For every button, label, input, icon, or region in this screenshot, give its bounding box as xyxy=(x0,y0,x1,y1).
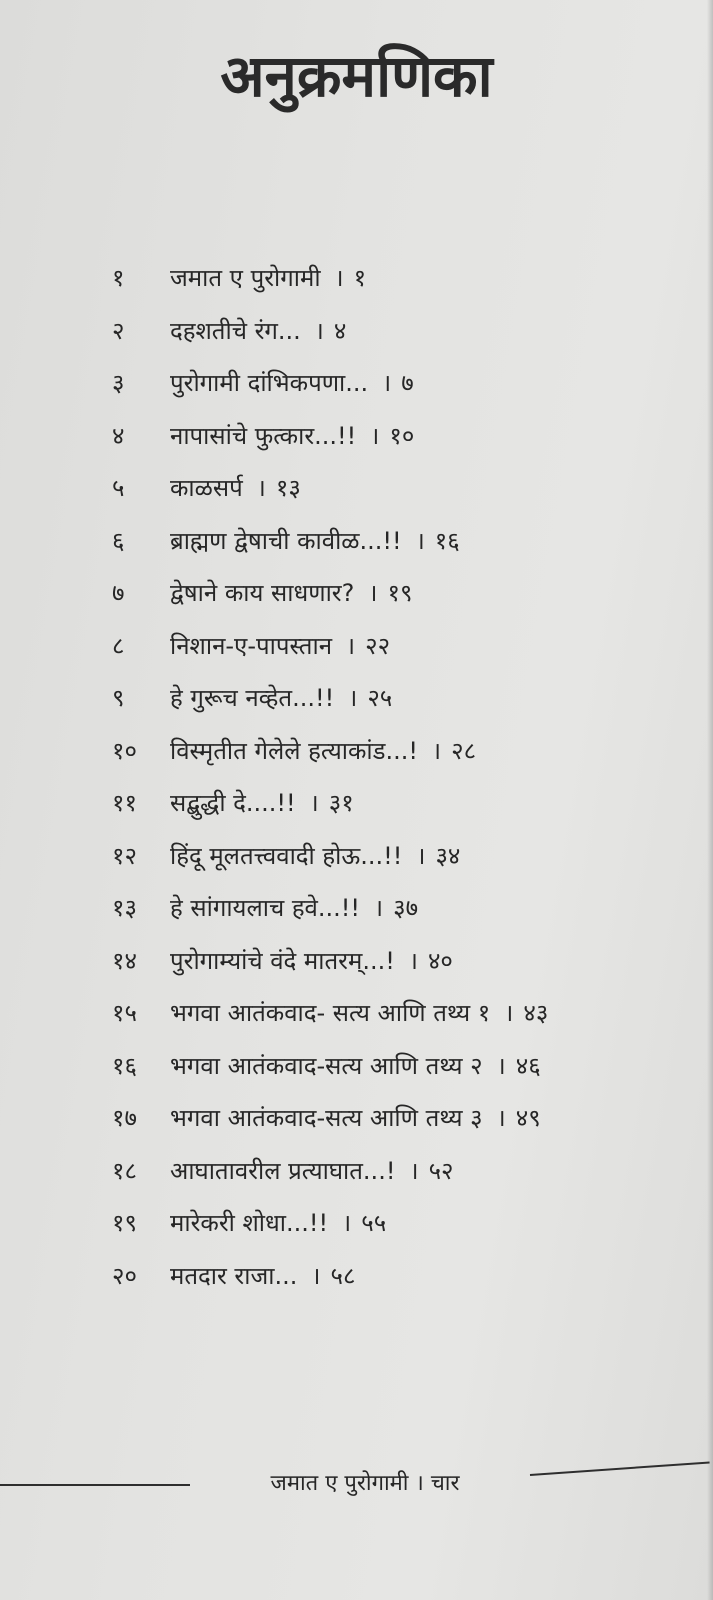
toc-entry-separator: । xyxy=(496,1051,506,1080)
toc-entry xyxy=(112,357,548,410)
toc-entry-separator: । xyxy=(496,1104,506,1132)
toc-entry-page: २८ xyxy=(451,736,477,765)
toc-entry-page: ४० xyxy=(427,946,453,975)
toc-entry-number: १७ xyxy=(112,1104,137,1132)
toc-entry-title: ब्राह्मण द्वेषाची कावीळ...!! xyxy=(170,526,402,555)
toc-entry-separator: । xyxy=(370,421,380,450)
toc-entry xyxy=(112,672,548,725)
toc-entry-separator: । xyxy=(256,474,266,502)
toc-entry xyxy=(112,830,548,883)
toc-entry-number: १४ xyxy=(112,946,137,975)
toc-entry-title: हे सांगायलाच हवे...!! xyxy=(170,894,361,922)
toc-entry xyxy=(112,567,548,620)
footer-rule-right xyxy=(530,1461,710,1476)
toc-entry-separator: । xyxy=(368,579,378,607)
toc-entry-page: १३ xyxy=(275,474,301,502)
toc-entry-page: ३७ xyxy=(393,894,419,922)
toc-entry-number: ४ xyxy=(112,421,125,450)
toc-entry-title: पुरोगामी दांभिकपणा... xyxy=(170,369,369,397)
toc-entry-number: १५ xyxy=(112,999,137,1027)
toc-entry xyxy=(112,882,548,935)
toc-entry-page: २५ xyxy=(367,684,393,712)
toc-entry-number: २० xyxy=(112,1261,137,1290)
toc-entry-separator: । xyxy=(415,526,425,555)
toc-entry-page: ७ xyxy=(401,369,414,397)
toc-entry xyxy=(112,620,548,673)
footer-rule-left xyxy=(0,1484,190,1486)
toc-entry xyxy=(112,462,548,515)
toc-entry-separator: । xyxy=(416,841,426,870)
toc-entry-number: १ xyxy=(112,264,125,292)
toc-entry-number: ७ xyxy=(112,579,125,607)
toc-entry-title: निशान-ए-पापस्तान xyxy=(170,631,333,660)
toc-entry-title: मारेकरी शोधा...!! xyxy=(170,1209,329,1237)
toc-entry xyxy=(112,777,548,830)
toc-entry xyxy=(112,410,548,463)
toc-entry-title: हे गुरूच नव्हेत...!! xyxy=(170,684,335,712)
toc-entry-number: १८ xyxy=(112,1156,137,1185)
toc-entry-title: काळसर्प xyxy=(170,474,243,502)
toc-entry-title: विस्मृतीत गेलेले हत्याकांड...! xyxy=(170,736,418,765)
toc-entry-title: भगवा आतंकवाद-सत्य आणि तथ्य २ xyxy=(170,1051,483,1080)
toc-entry-page: ३१ xyxy=(328,789,354,817)
toc-entry-title: भगवा आतंकवाद-सत्य आणि तथ्य ३ xyxy=(170,1104,483,1132)
toc-entry xyxy=(112,515,548,568)
page-footer xyxy=(0,1466,713,1526)
toc-entry-title: द्वेषाने काय साधणार? xyxy=(170,579,355,607)
toc-entry-number: १९ xyxy=(112,1209,137,1237)
page-edge-shadow xyxy=(707,0,713,1600)
table-of-contents xyxy=(112,252,548,1302)
toc-entry xyxy=(112,935,548,988)
toc-entry-title: मतदार राजा... xyxy=(170,1261,298,1290)
toc-entry-page: २२ xyxy=(365,631,391,660)
toc-entry-number: ३ xyxy=(112,369,125,397)
toc-entry-title: भगवा आतंकवाद- सत्य आणि तथ्य १ xyxy=(170,999,491,1027)
toc-entry-separator: । xyxy=(346,631,356,660)
toc-entry-title: हिंदू मूलतत्त्ववादी होऊ...!! xyxy=(170,841,403,870)
toc-entry-separator: । xyxy=(504,999,514,1027)
toc-entry-title: जमात ए पुरोगामी xyxy=(170,264,321,292)
toc-entry-title: दहशतीचे रंग... xyxy=(170,316,301,345)
toc-entry-page: ४६ xyxy=(515,1051,541,1080)
toc-entry-number: १० xyxy=(112,736,137,765)
toc-entry-page: ५८ xyxy=(330,1261,356,1290)
toc-entry xyxy=(112,252,548,305)
toc-entry-number: ९ xyxy=(112,684,125,712)
toc-entry-title: नापासांचे फुत्कार...!! xyxy=(170,421,357,450)
toc-entry-separator: । xyxy=(334,264,344,292)
toc-entry-number: ८ xyxy=(112,631,125,660)
toc-entry-page: ४९ xyxy=(515,1104,541,1132)
toc-entry-separator: । xyxy=(342,1209,352,1237)
toc-entry xyxy=(112,1145,548,1198)
toc-entry-title: सद्बुद्धी दे....!! xyxy=(170,789,296,817)
toc-entry-separator: । xyxy=(374,894,384,922)
toc-entry-separator: । xyxy=(408,946,418,975)
toc-entry-separator: । xyxy=(382,369,392,397)
toc-entry-separator: । xyxy=(314,316,324,345)
toc-entry-page: ४३ xyxy=(523,999,549,1027)
toc-entry-number: ६ xyxy=(112,526,125,555)
toc-entry-separator: । xyxy=(311,1261,321,1290)
toc-entry-number: १२ xyxy=(112,841,137,870)
toc-entry-page: ४ xyxy=(333,316,347,345)
toc-entry-separator: । xyxy=(409,1156,419,1185)
toc-entry-page: ३४ xyxy=(435,841,461,870)
toc-entry-number: १३ xyxy=(112,894,137,922)
toc-entry-number: २ xyxy=(112,316,125,345)
toc-entry-title: पुरोगाम्यांचे वंदे मातरम्...! xyxy=(170,946,395,975)
footer-text: जमात ए पुरोगामी । चार xyxy=(270,1471,460,1496)
toc-entry-page: १९ xyxy=(387,579,413,607)
toc-entry-separator: । xyxy=(309,789,319,817)
toc-entry-separator: । xyxy=(348,684,358,712)
toc-entry-separator: । xyxy=(431,736,442,765)
toc-entry xyxy=(112,1197,548,1250)
toc-entry-page: ५२ xyxy=(428,1156,454,1185)
toc-entry-number: ११ xyxy=(112,789,137,817)
toc-entry-page: १६ xyxy=(434,526,460,555)
toc-entry-page: १० xyxy=(389,421,415,450)
toc-entry xyxy=(112,1092,548,1145)
toc-entry-number: १६ xyxy=(112,1051,137,1080)
toc-entry-title: आघातावरील प्रत्याघात...! xyxy=(170,1156,396,1185)
toc-entry xyxy=(112,1250,548,1303)
toc-entry xyxy=(112,987,548,1040)
toc-entry xyxy=(112,305,548,358)
toc-entry-page: ५५ xyxy=(361,1209,387,1237)
toc-entry-page: १ xyxy=(353,264,367,292)
toc-entry xyxy=(112,1040,548,1093)
toc-entry-number: ५ xyxy=(112,474,125,502)
page-title: अनुक्रमणिका xyxy=(220,42,493,110)
toc-entry xyxy=(112,725,548,778)
